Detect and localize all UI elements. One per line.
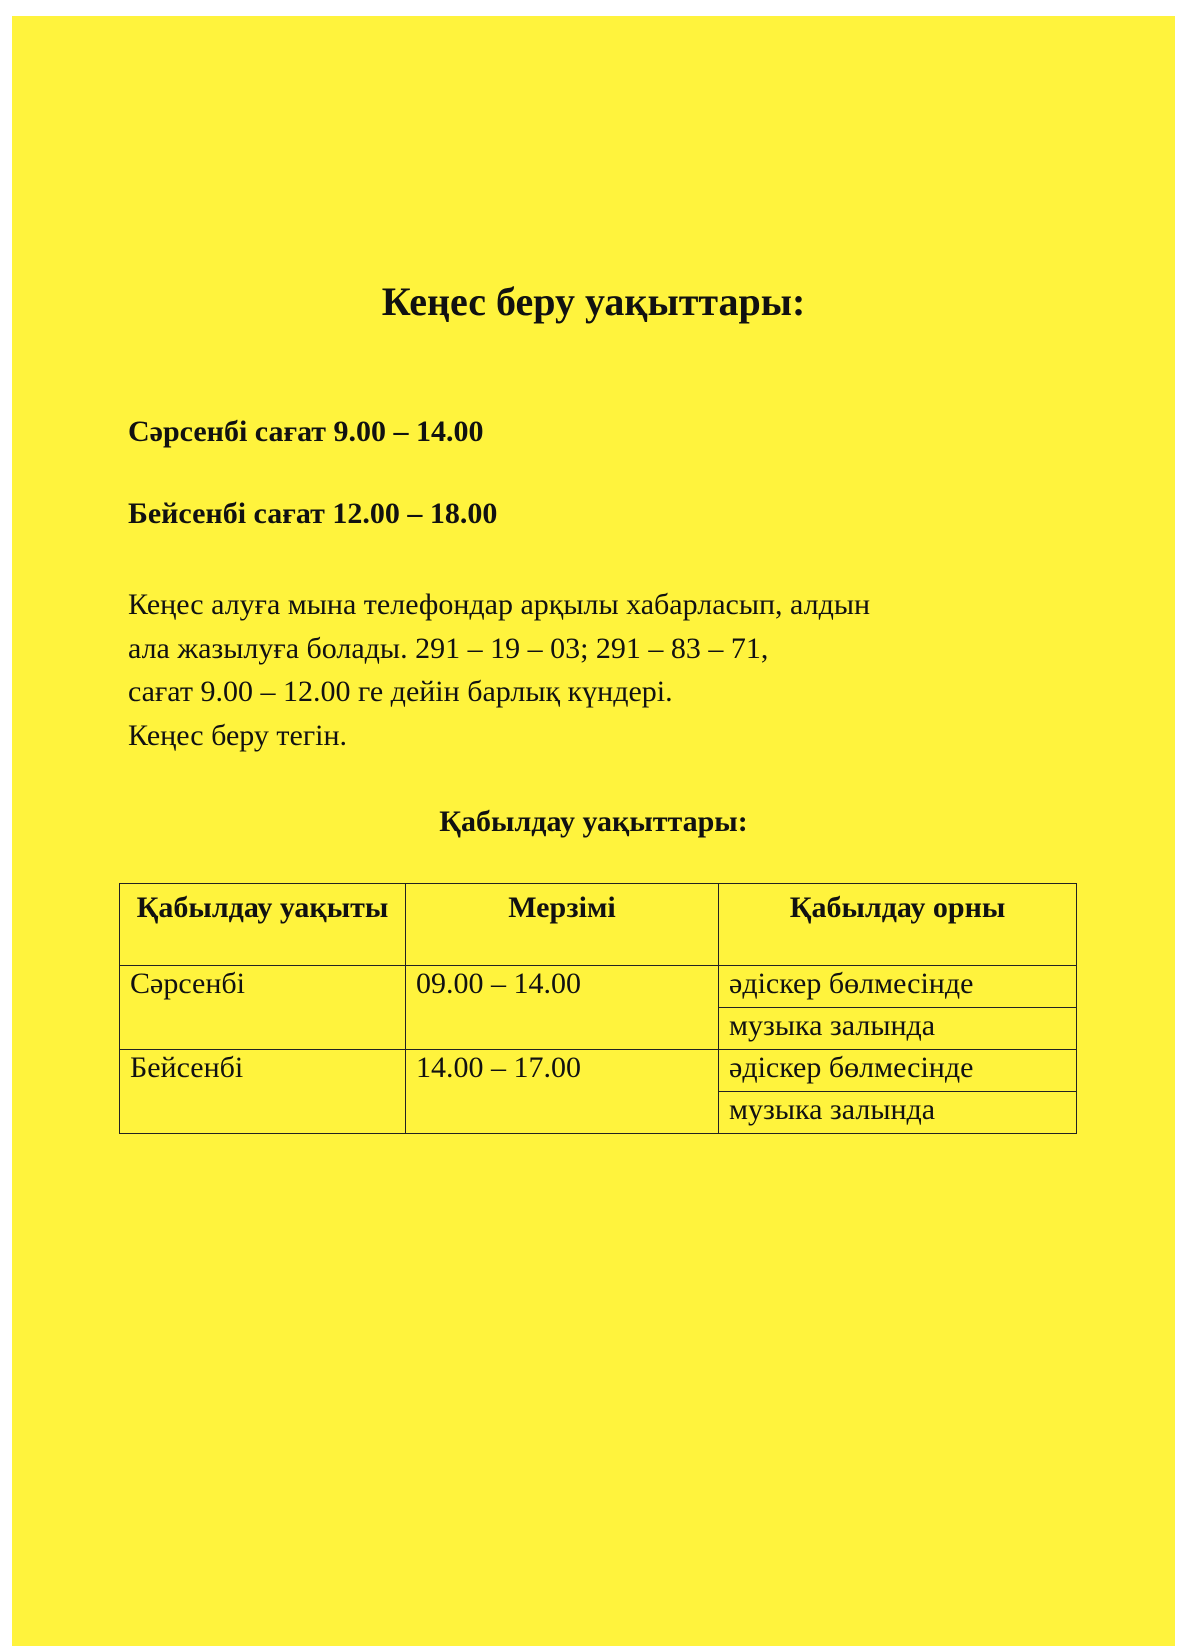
page-title: Кеңес беру уақыттары: (381, 279, 806, 324)
reception-title: Қабылдау уақыттары: (439, 805, 748, 838)
column-header-period: Мерзімі (406, 884, 719, 966)
column-header-reception-time: Қабылдау уақыты (120, 884, 406, 966)
place-cell: әдіскер бөлмесінде (719, 966, 1077, 1008)
yellow-paper-sheet (12, 16, 1175, 1646)
time-cell: 14.00 – 17.00 (406, 1050, 719, 1134)
place-cell: әдіскер бөлмесінде (719, 1050, 1077, 1092)
day-cell: Сәрсенбі (120, 966, 406, 1050)
place-cell: музыка залында (719, 1008, 1077, 1050)
table-row (120, 1050, 1077, 1092)
place-cell: музыка залында (719, 1092, 1077, 1134)
schedule-wednesday: Сәрсенбі сағат 9.00 – 14.00 (128, 415, 484, 448)
reception-table (119, 883, 1077, 1134)
info-line: ала жазылуға болады. 291 – 19 – 03; 291 – 83 – 71, (128, 631, 769, 665)
consultation-info (128, 583, 870, 757)
info-line: Кеңес беру тегін. (128, 718, 348, 752)
table-row (120, 966, 1077, 1008)
day-cell: Бейсенбі (120, 1050, 406, 1134)
time-cell: 09.00 – 14.00 (406, 966, 719, 1050)
info-line: сағат 9.00 – 12.00 ге дейін барлық күндері. (128, 675, 673, 708)
table-header-row (120, 884, 1077, 966)
info-line: Кеңес алуға мына телефондар арқылы хабарласып, алдын (128, 588, 871, 621)
schedule-thursday: Бейсенбі сағат 12.00 – 18.00 (128, 497, 498, 530)
column-header-reception-place: Қабылдау орны (719, 884, 1077, 966)
